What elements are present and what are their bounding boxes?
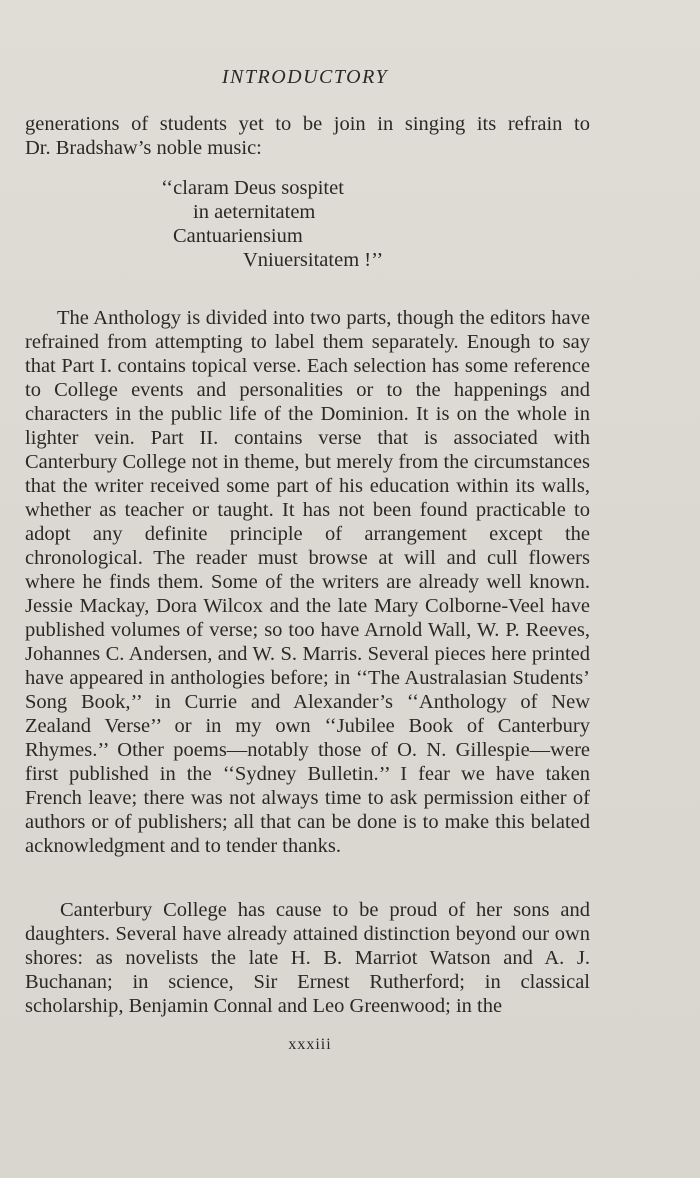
paragraph-line: Dr. Bradshaw’s noble music: — [25, 137, 262, 159]
running-head: INTRODUCTORY — [221, 66, 389, 88]
page-number: xxxiii — [288, 1036, 332, 1053]
poem-line: Cantuariensium — [173, 225, 303, 247]
paragraph-continuation — [25, 112, 590, 160]
paragraph-canterbury: Canterbury College has cause to be proud of her sons and daughters. Several have already attained distinction beyond our own shores: as novelists the late H. B. Marriot Watson and A. J. Buchanan; in science, Sir Ernest Rutherford; in classical scholarship, Benjamin Connal and Leo Greenwood; in the — [25, 899, 590, 1017]
poem-line: Vniuersitatem !’’ — [243, 249, 384, 271]
poem-line: in aeternitatem — [193, 201, 316, 223]
poem-line: ‘‘claram Deus sospitet — [161, 177, 344, 199]
paragraph-anthology: The Anthology is divided into two parts, though the editors have refrained from attempting to label them separately. Enough to say that Part I. contains topical verse. Each selection has some reference to College events and personalities or to the happenings and characters in the public life of the Dominion. It is on the whole in lighter vein. Part II. contains verse that is associated with Canterbury College not in theme, but merely from the circumstances that the writer received some part of his education within its walls, whether as teacher or taught. It has not been found practicable to adopt any definite principle of arrangement except the chronological. The reader must browse at will and cull flowers where he finds them. Some of the writers are already well known. Jessie Mackay, Dora Wilcox and the late Mary Colborne-Veel have published volumes of verse; so too have Arnold Wall, W. P. Reeves, Johannes C. Andersen, and W. S. Marris. Several pieces here printed have appeared in anthologies before; in ‘‘The Australasian Students’ Song Book,’’ in Currie and Alexander’s ‘‘Anthology of New Zealand Verse’’ or in my own ‘‘Jubilee Book of Canterbury Rhymes.’’ Other poems—notably those of O. N. Gillespie—were first published in the ‘‘Sydney Bulletin.’’ I fear we have taken French leave; there was not always time to ask permission either of authors or of publishers; all that can be done is to make this belated acknowledgment and to tender thanks. — [25, 307, 590, 857]
paragraph-line: generations of students yet to be join in singing its refrain to — [25, 113, 590, 135]
